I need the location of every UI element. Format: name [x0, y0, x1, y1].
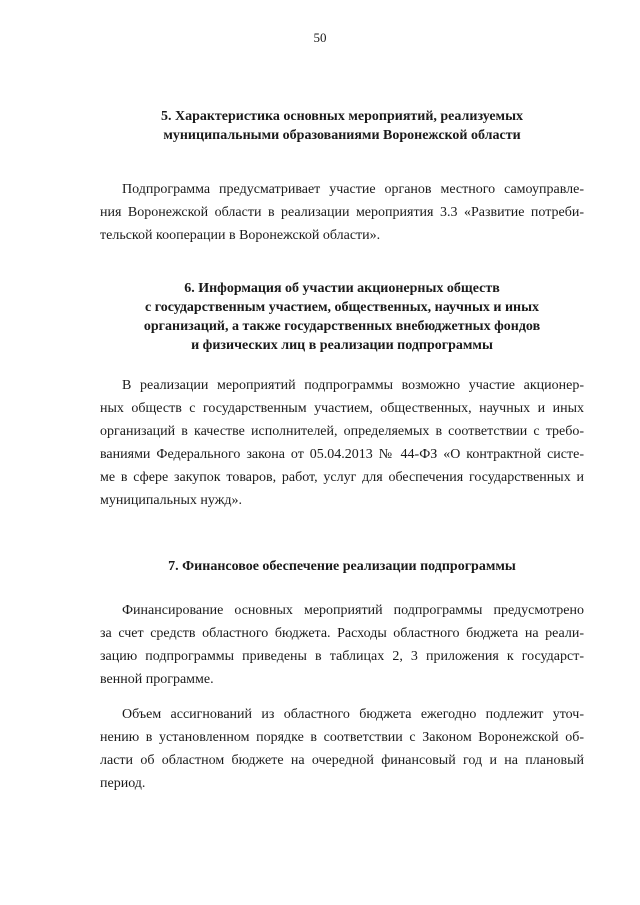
paragraph-line: ния Воронежской области в реализации мероприятия 3.3 «Развитие потреби-: [100, 205, 584, 220]
paragraph-line: за счет средств областного бюджета. Расходы областного бюджета на реали-: [100, 626, 584, 641]
heading-line: с государственным участием, общественных, научных и иных: [144, 300, 540, 315]
heading-line: и физических лиц в реализации подпрограммы: [191, 338, 493, 353]
section-7-paragraph-1: [100, 599, 584, 691]
paragraph-line: В реализации мероприятий подпрограммы возможно участие акционер-: [122, 378, 584, 393]
paragraph-line: ваниями Федерального закона от 05.04.2013 № 44-ФЗ «О контрактной систе-: [100, 447, 584, 462]
section-5-paragraph: [100, 178, 584, 247]
section-7-paragraph-2: [100, 703, 584, 795]
paragraph-line: Подпрограмма предусматривает участие органов местного самоуправле-: [122, 182, 584, 197]
heading-line: 5. Характеристика основных мероприятий, реализуемых: [160, 109, 524, 124]
paragraph-line: зацию подпрограммы приведены в таблицах 2, 3 приложения к государст-: [100, 649, 584, 664]
paragraph-line: период.: [100, 776, 146, 791]
heading-line: муниципальными образованиями Воронежской области: [163, 128, 521, 143]
section-7-heading: [100, 557, 584, 576]
paragraph-line: ных обществ с государственным участием, общественных, научных и иных: [100, 401, 584, 416]
paragraph-line: муниципальных нужд».: [100, 493, 243, 508]
paragraph-line: ме в сфере закупок товаров, работ, услуг для обеспечения государственных и: [100, 470, 584, 485]
paragraph-line: организаций в качестве исполнителей, определяемых в соответствии с требо-: [100, 424, 584, 439]
paragraph-line: тельской кооперации в Воронежской области».: [100, 228, 381, 243]
heading-line: 7. Финансовое обеспечение реализации подпрограммы: [168, 559, 516, 574]
heading-line: 6. Информация об участии акционерных обществ: [184, 281, 500, 296]
section-6-paragraph: [100, 374, 584, 512]
paragraph-line: нению в установленном порядке в соответствии с Законом Воронежской об-: [100, 730, 584, 745]
section-6-heading: [100, 279, 584, 355]
page-number: 50: [313, 30, 327, 45]
heading-line: организаций, а также государственных внебюджетных фондов: [143, 319, 541, 334]
paragraph-line: Объем ассигнований из областного бюджета ежегодно подлежит уточ-: [122, 707, 584, 722]
paragraph-line: ласти об областном бюджете на очередной финансовый год и на плановый: [100, 753, 584, 768]
paragraph-line: венной программе.: [100, 672, 214, 687]
section-5-heading: [100, 107, 584, 145]
paragraph-line: Финансирование основных мероприятий подпрограммы предусмотрено: [122, 603, 584, 618]
